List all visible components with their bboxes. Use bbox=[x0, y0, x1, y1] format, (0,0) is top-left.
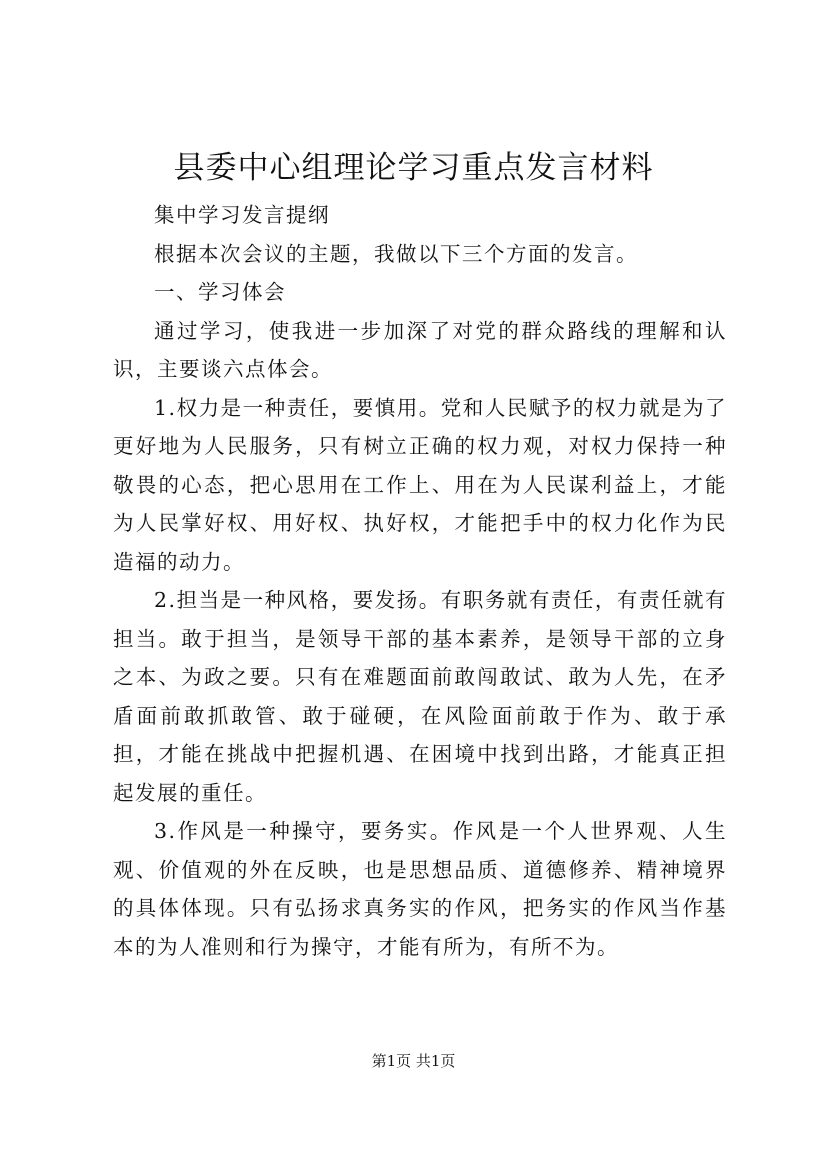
paragraph-study-summary: 通过学习，使我进一步加深了对党的群众路线的理解和认识，主要谈六点体会。 bbox=[113, 318, 727, 381]
paragraph-point-3: 3.作风是一种操守，要务实。作风是一个人世界观、人生观、价值观的外在反映，也是思想品质、道德修养、精神境界的具体体现。只有弘扬求真务实的作风，把务实的作风当作基本的为人准则和行为操守，才能有所为，有所不为。 bbox=[113, 819, 727, 959]
paragraph-intro: 根据本次会议的主题，我做以下三个方面的发言。 bbox=[154, 241, 638, 266]
paragraph-point-2: 2.担当是一种风格，要发扬。有职务就有责任，有责任就有担当。敢于担当，是领导干部的基本素养，是领导干部的立身之本、为政之要。只有在难题面前敢闯敢试、敢为人先，在矛盾面前敢抓敢管、敢于碰硬，在风险面前敢于作为、敢于承担，才能在挑战中把握机遇、在困境中找到出路，才能真正担起发展的重任。 bbox=[113, 588, 727, 805]
paragraph-point-1: 1.权力是一种责任，要慎用。党和人民赋予的权力就是为了更好地为人民服务，只有树立正确的权力观，对权力保持一种敬畏的心态，把心思用在工作上、用在为人民谋利益上，才能为人民掌好权、用好权、执好权，才能把手中的权力化作为民造福的动力。 bbox=[113, 395, 727, 574]
document-title: 县委中心组理论学习重点发言材料 bbox=[173, 150, 654, 186]
paragraph-outline-heading: 集中学习发言提纲 bbox=[154, 203, 330, 227]
page-footer: 第1页 共1页 bbox=[371, 1052, 456, 1070]
paragraph-section-heading: 一、学习体会 bbox=[154, 280, 286, 304]
document-body bbox=[113, 196, 727, 966]
